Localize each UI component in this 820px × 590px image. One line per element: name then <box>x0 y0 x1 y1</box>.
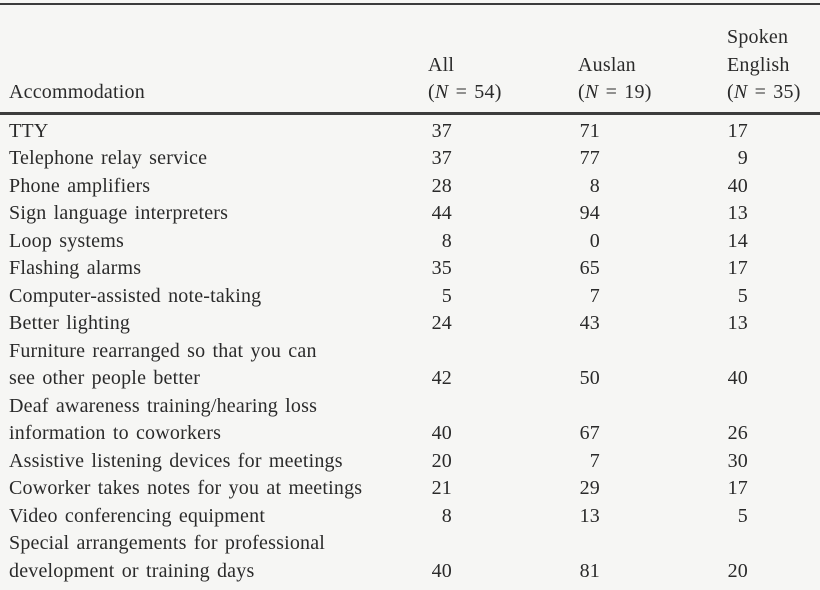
value-auslan: 13 <box>579 504 600 527</box>
accommodation-label-line: Telephone relay service <box>9 147 208 169</box>
value-all: 24 <box>431 312 452 334</box>
value-all: 5 <box>441 284 452 307</box>
accommodation-label-line: Deaf awareness training/hearing loss <box>9 394 318 417</box>
value-auslan: 29 <box>579 477 600 499</box>
value-spoken-english: 26 <box>727 422 748 444</box>
column-header-auslan <box>578 4 727 113</box>
value-all: 37 <box>431 119 452 142</box>
table-row <box>0 448 820 476</box>
accommodation-label <box>0 283 428 311</box>
accommodation-label <box>0 393 428 448</box>
column-header-accommodation: Accommodation <box>0 4 428 113</box>
value-spoken-english: 17 <box>727 477 748 499</box>
table-row <box>0 173 820 201</box>
value-all: 8 <box>441 504 452 527</box>
accommodation-label <box>0 145 428 173</box>
column-n-count-auslan <box>578 79 727 107</box>
value-all: 37 <box>431 147 452 169</box>
table-row <box>0 113 820 145</box>
accommodation-label-line: Phone amplifiers <box>9 174 151 197</box>
table-row <box>0 228 820 256</box>
column-n-count-all <box>428 79 578 107</box>
table-row <box>0 503 820 531</box>
accommodation-label-line: Furniture rearranged so that you can <box>9 339 317 362</box>
accommodation-label <box>0 200 428 228</box>
value-spoken-english: 40 <box>727 174 748 197</box>
n-symbol: N <box>584 81 599 103</box>
n-value: = 54) <box>448 81 502 103</box>
paren-open: ( <box>428 81 435 103</box>
value-spoken-english: 9 <box>737 147 748 169</box>
accommodation-label-line: Coworker takes notes for you at meetings <box>9 477 363 499</box>
value-spoken-english: 17 <box>727 257 748 279</box>
value-spoken-english: 20 <box>727 559 748 582</box>
value-auslan: 71 <box>579 119 600 142</box>
accommodation-label-line: Flashing alarms <box>9 257 142 279</box>
accommodation-label-line: Sign language interpreters <box>9 202 229 224</box>
value-spoken-english: 17 <box>727 119 748 142</box>
column-label-auslan: Auslan <box>578 53 636 76</box>
value-spoken-english: 13 <box>727 202 748 224</box>
accommodation-label <box>0 173 428 201</box>
table-row <box>0 310 820 338</box>
column-header-all <box>428 4 578 113</box>
column-label-english: English <box>727 53 790 76</box>
accommodation-label-line: Video conferencing equipment <box>9 504 266 527</box>
table-row <box>0 283 820 311</box>
accommodation-label <box>0 228 428 256</box>
accommodation-label-line: TTY <box>9 119 49 142</box>
accommodation-label <box>0 448 428 476</box>
value-spoken-english: 30 <box>727 449 748 472</box>
value-spoken-english: 40 <box>727 367 748 389</box>
value-auslan: 77 <box>579 147 600 169</box>
value-all: 35 <box>431 257 452 279</box>
table-row <box>0 255 820 283</box>
accommodation-label <box>0 475 428 503</box>
accommodation-label-line: see other people better <box>9 367 201 389</box>
table-row <box>0 530 820 585</box>
accommodation-label-line: Assistive listening devices for meetings <box>9 449 343 472</box>
column-label-all: All <box>428 53 455 76</box>
value-spoken-english: 14 <box>727 229 748 252</box>
accommodation-label <box>0 503 428 531</box>
value-auslan: 0 <box>589 229 600 252</box>
n-value: = 35) <box>747 81 801 103</box>
paren-open: ( <box>578 81 585 103</box>
value-auslan: 65 <box>579 257 600 279</box>
value-all: 42 <box>431 367 452 389</box>
value-all: 20 <box>431 449 452 472</box>
table-row <box>0 338 820 393</box>
value-all: 21 <box>431 477 452 499</box>
table-row <box>0 200 820 228</box>
value-spoken-english: 13 <box>727 312 748 334</box>
accommodation-label <box>0 255 428 283</box>
value-spoken-english: 5 <box>737 504 748 527</box>
value-all: 44 <box>431 202 452 224</box>
table-row <box>0 145 820 173</box>
accommodation-label <box>0 338 428 393</box>
accommodation-label-line: Special arrangements for professional <box>9 532 326 554</box>
accommodation-label-line: Computer-assisted note-taking <box>9 284 262 307</box>
column-header-spoken-english <box>727 4 820 113</box>
value-auslan: 67 <box>579 422 600 444</box>
accommodation-label-line: Better lighting <box>9 312 131 334</box>
value-all: 40 <box>431 422 452 444</box>
accommodations-table <box>0 3 820 585</box>
table-row <box>0 475 820 503</box>
accommodation-label <box>0 530 428 585</box>
value-auslan: 81 <box>579 559 600 582</box>
value-auslan: 43 <box>579 312 600 334</box>
n-symbol: N <box>434 81 449 103</box>
table-body <box>0 113 820 585</box>
n-symbol: N <box>733 81 748 103</box>
value-auslan: 7 <box>589 449 600 472</box>
value-all: 28 <box>431 174 452 197</box>
accommodation-label-line: information to coworkers <box>9 422 222 444</box>
accommodation-label <box>0 310 428 338</box>
value-auslan: 94 <box>579 202 600 224</box>
value-all: 8 <box>441 229 452 252</box>
table-row <box>0 393 820 448</box>
value-all: 40 <box>431 559 452 582</box>
header-row <box>0 4 820 113</box>
accommodation-label <box>0 113 428 145</box>
table-header <box>0 4 820 113</box>
value-auslan: 7 <box>589 284 600 307</box>
value-auslan: 8 <box>589 174 600 197</box>
column-label-spoken: Spoken <box>727 26 789 48</box>
value-spoken-english: 5 <box>737 284 748 307</box>
n-value: = 19) <box>598 81 652 103</box>
value-auslan: 50 <box>579 367 600 389</box>
accommodation-label-line: Loop systems <box>9 229 124 252</box>
accommodation-label-line: development or training days <box>9 559 255 582</box>
column-n-count-spoken-english <box>727 79 820 107</box>
paren-open: ( <box>727 81 734 103</box>
